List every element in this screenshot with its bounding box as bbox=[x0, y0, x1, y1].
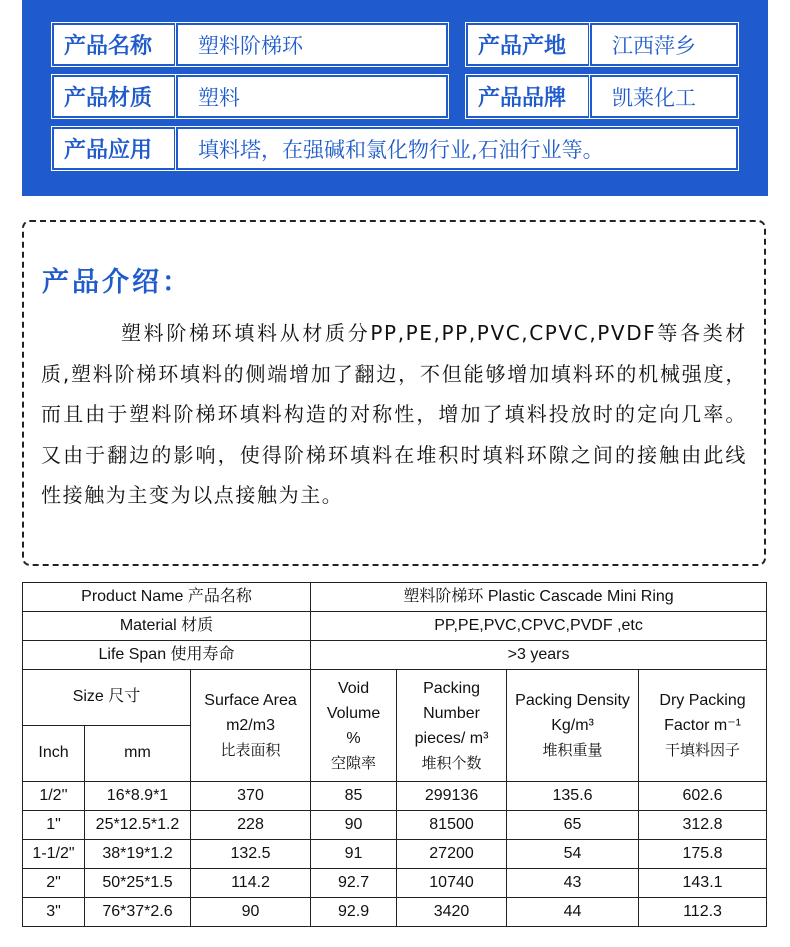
product-material-value: 塑料 bbox=[176, 75, 448, 118]
product-name-header-cell: Product Name 产品名称 bbox=[23, 583, 311, 612]
void-cn: 空隙率 bbox=[331, 753, 377, 772]
mm-header-cell: mm bbox=[85, 726, 191, 782]
surface-area-en: Surface Area bbox=[204, 692, 297, 709]
density-cell: 65 bbox=[507, 811, 639, 840]
intro-title: 产品介绍： bbox=[42, 267, 192, 298]
void-cell: 90 bbox=[311, 811, 397, 840]
void-cell: 91 bbox=[311, 840, 397, 869]
table-row bbox=[23, 782, 767, 811]
factor-cell: 112.3 bbox=[639, 898, 767, 927]
dry-packing-en: Dry Packing bbox=[659, 692, 746, 709]
density-cell: 54 bbox=[507, 840, 639, 869]
void-cell: 85 bbox=[311, 782, 397, 811]
inch-cell: 1" bbox=[23, 811, 85, 840]
product-application-value: 填料塔，在强碱和氯化物行业,石油行业等。 bbox=[176, 127, 738, 170]
surface-cell: 90 bbox=[191, 898, 311, 927]
mm-cell: 25*12.5*1.2 bbox=[85, 811, 191, 840]
density-cell: 43 bbox=[507, 869, 639, 898]
size-header-cell: Size 尺寸 bbox=[23, 670, 191, 726]
void-unit: % bbox=[346, 729, 361, 747]
factor-cell: 175.8 bbox=[639, 840, 767, 869]
mm-cell: 50*25*1.5 bbox=[85, 869, 191, 898]
product-material-label: 产品材质 bbox=[52, 75, 176, 118]
packing-density-en: Packing Density bbox=[515, 692, 630, 709]
intro-text: 塑料阶梯环填料从材质分PP,PE,PP,PVC,CPVC,PVDF等各类材质,塑料阶梯环填料的侧端增加了翻边，不但能够增加填料环的机械强度，而且由于塑料阶梯环填料构造的对称性，增加了填料投放时的定向几率。又由于翻边的影响，使得阶梯环填料在堆积时填料环隙之间的接触由此线性接触为主变为以点接触为主。 bbox=[41, 321, 747, 507]
surface-area-unit: m2/m3 bbox=[226, 717, 275, 734]
table-row bbox=[23, 811, 767, 840]
product-name-value-cell: 塑料阶梯环 Plastic Cascade Mini Ring bbox=[311, 583, 767, 612]
void-cell: 92.7 bbox=[311, 869, 397, 898]
factor-cell: 143.1 bbox=[639, 869, 767, 898]
number-cell: 299136 bbox=[397, 782, 507, 811]
surface-area-header-cell bbox=[191, 670, 311, 782]
packing-density-unit: Kg/m³ bbox=[551, 717, 594, 734]
density-cell: 44 bbox=[507, 898, 639, 927]
packing-density-cn: 堆积重量 bbox=[542, 741, 603, 759]
product-origin-value: 江西萍乡 bbox=[590, 23, 738, 66]
factor-cell: 312.8 bbox=[639, 811, 767, 840]
density-cell: 135.6 bbox=[507, 782, 639, 811]
packing-number-unit: pieces/ m³ bbox=[414, 729, 489, 747]
inch-cell: 1-1/2" bbox=[23, 840, 85, 869]
table-row bbox=[23, 840, 767, 869]
surface-cell: 114.2 bbox=[191, 869, 311, 898]
dry-packing-header-cell bbox=[639, 670, 767, 782]
product-name-label: 产品名称 bbox=[52, 23, 176, 66]
product-name-value: 塑料阶梯环 bbox=[176, 23, 448, 66]
surface-cell: 132.5 bbox=[191, 840, 311, 869]
packing-number-cn: 堆积个数 bbox=[421, 753, 482, 772]
dry-packing-cn: 干填料因子 bbox=[665, 741, 741, 759]
void-cell: 92.9 bbox=[311, 898, 397, 927]
surface-cell: 228 bbox=[191, 811, 311, 840]
mm-cell: 76*37*2.6 bbox=[85, 898, 191, 927]
product-brand-label: 产品品牌 bbox=[466, 75, 590, 118]
product-intro-box bbox=[22, 220, 766, 566]
inch-header-cell: Inch bbox=[23, 726, 85, 782]
dry-packing-unit: Factor m⁻¹ bbox=[664, 717, 741, 734]
material-header-cell: Material 材质 bbox=[23, 612, 311, 641]
factor-cell: 602.6 bbox=[639, 782, 767, 811]
material-value-cell: PP,PE,PVC,CPVC,PVDF ,etc bbox=[311, 612, 767, 641]
packing-number-en1: Packing bbox=[423, 679, 480, 697]
number-cell: 10740 bbox=[397, 869, 507, 898]
packing-density-header-cell bbox=[507, 670, 639, 782]
packing-number-header-cell bbox=[397, 670, 507, 782]
lifespan-value-cell: >3 years bbox=[311, 641, 767, 670]
surface-cell: 370 bbox=[191, 782, 311, 811]
specification-table bbox=[22, 582, 767, 927]
inch-cell: 1/2'' bbox=[23, 782, 85, 811]
mm-cell: 38*19*1.2 bbox=[85, 840, 191, 869]
table-row bbox=[23, 898, 767, 927]
lifespan-header-cell: Life Span 使用寿命 bbox=[23, 641, 311, 670]
number-cell: 27200 bbox=[397, 840, 507, 869]
void-en1: Void bbox=[337, 679, 370, 697]
product-origin-label: 产品产地 bbox=[466, 23, 590, 66]
void-volume-header-cell bbox=[311, 670, 397, 782]
inch-cell: 3" bbox=[23, 898, 85, 927]
table-row bbox=[23, 869, 767, 898]
void-en2: Volume bbox=[326, 704, 381, 722]
product-brand-value: 凯莱化工 bbox=[590, 75, 738, 118]
number-cell: 81500 bbox=[397, 811, 507, 840]
product-application-label: 产品应用 bbox=[52, 127, 176, 170]
mm-cell: 16*8.9*1 bbox=[85, 782, 191, 811]
packing-number-en2: Number bbox=[423, 704, 480, 722]
inch-cell: 2" bbox=[23, 869, 85, 898]
surface-area-cn: 比表面积 bbox=[220, 741, 281, 759]
number-cell: 3420 bbox=[397, 898, 507, 927]
